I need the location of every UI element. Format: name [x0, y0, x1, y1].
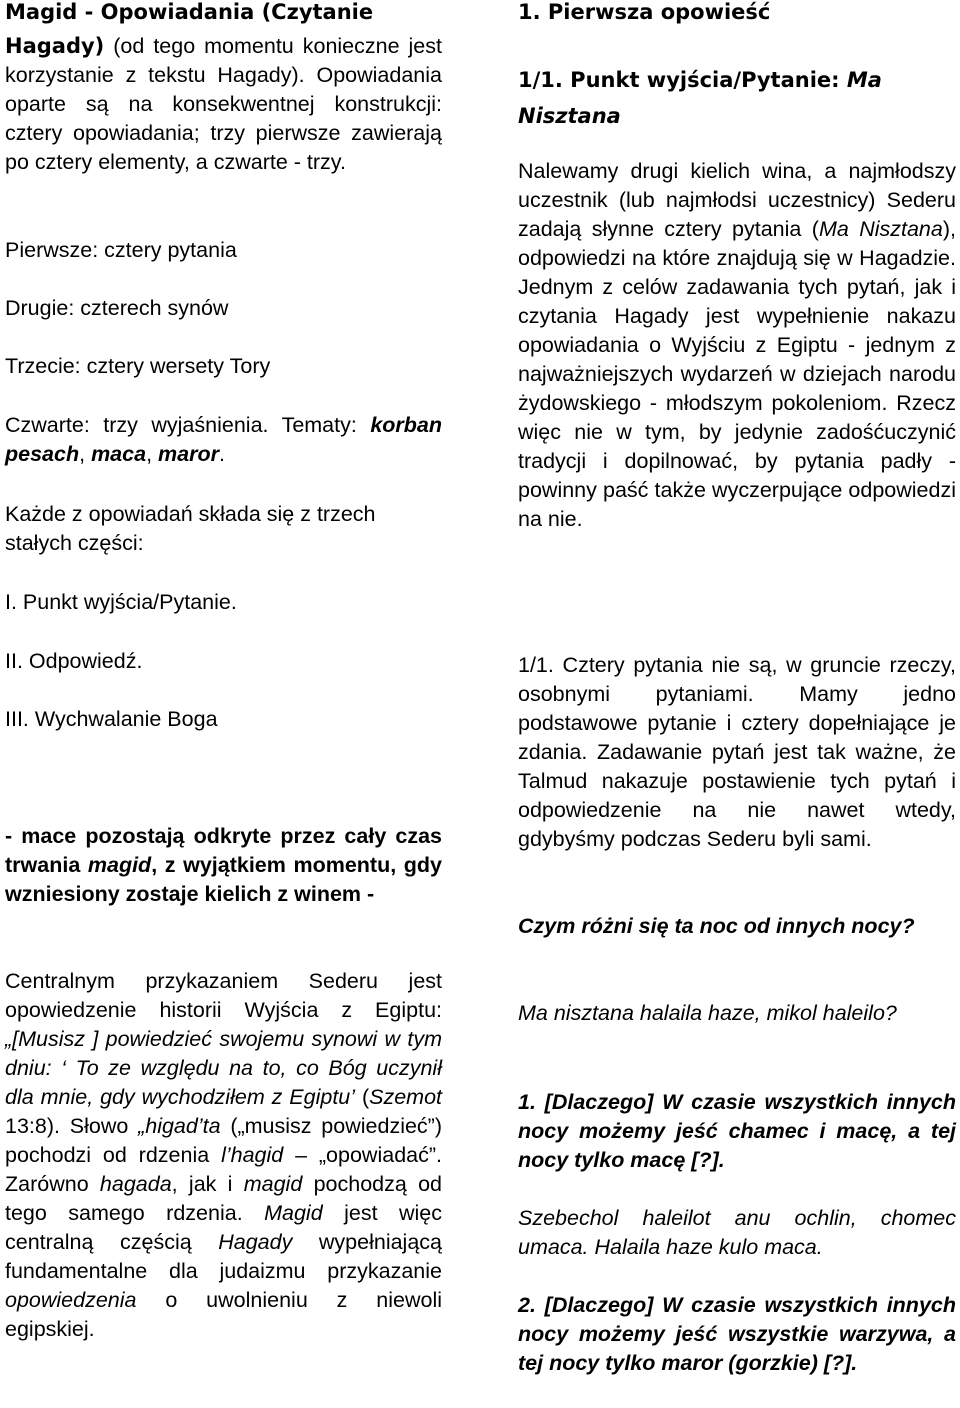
main-question: Czym różni się ta noc od innych nocy? [518, 914, 915, 938]
question-two: 2. [Dlaczego] W czasie wszystkich innych nocy możemy jeść wszystkie warzywa, a tej nocy tylko maror (gorzkie) [?]. [518, 1293, 956, 1375]
main-question-transliteration: Ma nisztana halaila haze, mikol haleilo? [518, 1001, 897, 1025]
item-fourth: Czwarte: trzy wyjaśnienia. Tematy: korban pesach, maca, maror. [5, 413, 442, 466]
four-questions-note: 1/1. Cztery pytania nie są, w gruncie rzeczy, osobnymi pytaniami. Mamy jedno podstawowe pytanie i cztery dopełniające je zdania. Zadawanie pytań jest tak ważne, że Talmud nakazuje postawienie tych pytań i odpowiedzenie na nie nawet wtedy, gdybyśmy podczas Sederu byli sami. [518, 653, 956, 851]
story-subheading: 1/1. Punkt wyjścia/Pytanie: Ma Nisztana [518, 68, 882, 128]
item-third: Trzecie: cztery wersety Tory [5, 354, 271, 378]
part-one: I. Punkt wyjścia/Pytanie. [5, 590, 237, 614]
question-one-transliteration: Szebechol haleilot anu ochlin, chomec umaca. Halaila haze kulo maca. [518, 1206, 956, 1259]
central-commandment-paragraph: Centralnym przykazaniem Sederu jest opowiedzenie historii Wyjścia z Egiptu: „[Musisz ] powiedzieć swojemu synowi w tym dniu: ‘ To ze względu na to, co Bóg uczynił dla mnie, gdy wychodziłem z Egiptu’ (Szemot 13:8). Słowo „higad’ta („musisz powiedzieć”) pochodzi od rdzenia l’hagid – „opowiadać”. Zarówno hagada, jak i magid pochodzą od tego samego rdzenia. Magid jest więc centralną częścią Hagady wypełniającą fundamentalne dla judaizmu przykazanie opowiedzenia o uwolnieniu z niewoli egipskiej. [5, 969, 443, 1341]
intro-paragraph [5, 32, 442, 177]
item-first: Pierwsze: cztery pytania [5, 238, 237, 262]
parts-intro: Każde z opowiadań składa się z trzech stałych części: [5, 502, 376, 555]
item-second: Drugie: czterech synów [5, 296, 229, 320]
part-two: II. Odpowiedź. [5, 649, 143, 673]
intro-four-questions: Nalewamy drugi kielich wina, a najmłodszy uczestnik (lub najmłodsi uczestnicy) Sederu zadają słynne cztery pytania (Ma Nisztana), odpowiedzi na które znajdują się w Hagadzie. Jednym z celów zadawania tych pytań, jak i czytania Hagady jest wypełnienie nakazu opowiadania o Wyjściu z Egiptu - jednym z najważniejszych wydarzeń w dziejach narodu żydowskiego - młodszym pokoleniom. Rzecz więc nie w tym, by jedynie zadośćuczynić tradycji i dopilnować, by pytania padły - powinny paść także wyczerpujące odpowiedzi na nie. [518, 159, 956, 531]
section-title: Magid - Opowiadania (Czytanie [5, 0, 374, 24]
story-heading: 1. Pierwsza opowieść [518, 0, 771, 24]
intro-text: (od tego momentu konieczne jest korzystanie z tekstu Hagady). Opowiadania oparte są na konsekwentnej konstrukcji: cztery opowiadania; trzy pierwsze zawierają po cztery elementy, a czwarte - trzy. [5, 34, 442, 174]
mace-note: - mace pozostają odkryte przez cały czas trwania magid, z wyjątkiem momentu, gdy wzniesiony zostaje kielich z winem - [5, 824, 443, 906]
part-three: III. Wychwalanie Boga [5, 707, 218, 731]
section-title-cont: Hagady) [5, 34, 105, 58]
question-one: 1. [Dlaczego] W czasie wszystkich innych nocy możemy jeść chamec i macę, a tej nocy tylko macę [?]. [518, 1090, 956, 1172]
